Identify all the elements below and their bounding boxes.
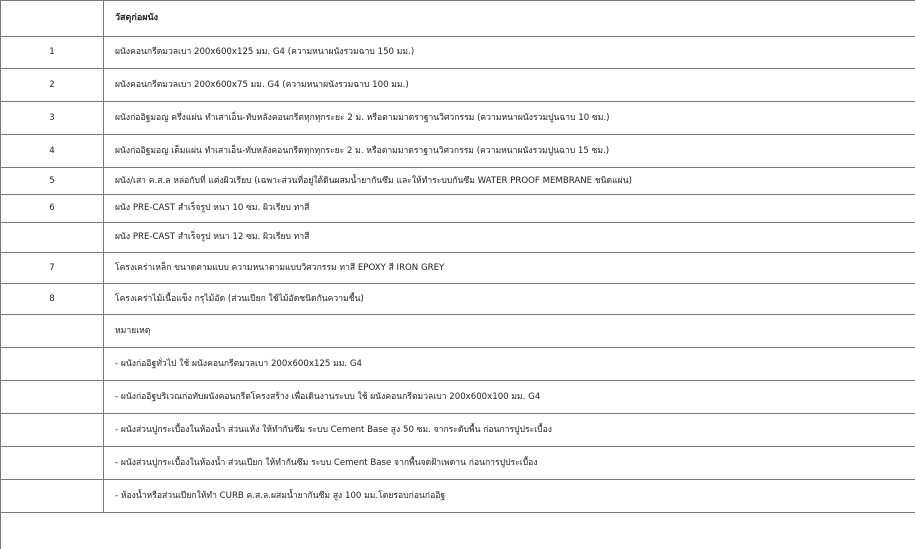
row-description: ผนังคอนกรีตมวลเบา 200x600x75 มม. G4 (ความหนาผนังรวมฉาบ 100 มม.) <box>104 69 915 102</box>
row-number: 5 <box>1 168 104 195</box>
table-row <box>1 284 915 315</box>
note-text: - ผนังก่ออิฐบริเวณก่อทับผนังคอนกรีตโครงสร้าง เพื่อเดินงานระบบ ใช้ ผนังคอนกรีตมวลเบา 200x600x100 มม. G4 <box>104 381 915 414</box>
table-row <box>1 315 915 348</box>
row-number: 1 <box>1 37 104 69</box>
row-number <box>1 381 104 414</box>
table-row <box>1 195 915 223</box>
row-number <box>1 348 104 381</box>
row-number <box>1 480 104 513</box>
table-row <box>1 37 915 69</box>
row-description: โครงเคร่าไม้เนื้อแข็ง กรุไม้อัด (ส่วนเปียก ใช้ไม้อัดชนิดกันความชื้น) <box>104 284 915 315</box>
note-text: - ผนังก่ออิฐทั่วไป ใช้ ผนังคอนกรีตมวลเบา 200x600x125 มม. G4 <box>104 348 915 381</box>
row-description: ผนังก่ออิฐมอญ ครึ่งแผ่น ทำเสาเอ็น-ทับหลังคอนกรีตทุกทุกระยะ 2 ม. หรือตามมาตราฐานวิศวกรรม (ความหนาผนังรวมปูนฉาบ 10 ซม.) <box>104 102 915 135</box>
row-number: 4 <box>1 135 104 168</box>
row-number <box>1 223 104 253</box>
table-row <box>1 480 915 513</box>
row-description: ผนัง PRE-CAST สำเร็จรูป หนา 12 ซม. ผิวเรียบ ทาสี <box>104 223 915 253</box>
table-row <box>1 414 915 447</box>
row-number: 7 <box>1 253 104 284</box>
table-row <box>1 69 915 102</box>
row-number <box>1 315 104 348</box>
table-row <box>1 381 915 414</box>
table-row <box>1 102 915 135</box>
row-number: 8 <box>1 284 104 315</box>
row-number: 3 <box>1 102 104 135</box>
notes-heading: หมายเหตุ <box>104 315 915 348</box>
header-number-cell <box>1 1 104 37</box>
table-row <box>1 348 915 381</box>
table-row <box>1 223 915 253</box>
row-description: ผนัง PRE-CAST สำเร็จรูป หนา 10 ซม. ผิวเรียบ ทาสี <box>104 195 915 223</box>
row-description: ผนังก่ออิฐมอญ เต็มแผ่น ทำเสาเอ็น-ทับหลังคอนกรีตทุกทุกระยะ 2 ม. หรือตามมาตราฐานวิศวกรรม (ความหนาผนังรวมปูนฉาบ 15 ซม.) <box>104 135 915 168</box>
table-row <box>1 168 915 195</box>
row-description: โครงเคร่าเหล็ก ขนาดตามแบบ ความหนาตามแบบวิศวกรรม ทาสี EPOXY สี IRON GREY <box>104 253 915 284</box>
row-number: 6 <box>1 195 104 223</box>
header-title: วัสดุก่อผนัง <box>104 1 915 37</box>
note-text: - ห้องน้ำหรือส่วนเปียกให้ทำ CURB ค.ส.ล.ผสมน้ำยากันซึม สูง 100 มม.โดยรอบก่อนก่ออิฐ <box>104 480 915 513</box>
table-header-row <box>1 1 915 37</box>
row-description: ผนัง/เสา ค.ส.ล หล่อกับที่ แต่งผิวเรียบ (เฉพาะส่วนที่อยู่ใต้ดินผสมน้ำยากันซึม และให้ทำระบบกันซึม WATER PROOF MEMBRANE ชนิดแผ่น) <box>104 168 915 195</box>
note-text: - ผนังส่วนปูกระเบื้องในห้องน้ำ ส่วนเปียก ให้ทำกันซึม ระบบ Cement Base จากพื้นจดฝ้าเพดาน ก่อนการปูประเบื้อง <box>104 447 915 480</box>
left-border-line <box>0 0 1 549</box>
row-number <box>1 447 104 480</box>
table-row <box>1 447 915 480</box>
table-row <box>1 253 915 284</box>
note-text: - ผนังส่วนปูกระเบื้องในห้องน้ำ ส่วนแห้ง ให้ทำกันซึม ระบบ Cement Base สูง 50 ซม. จากระดับพื้น ก่อนการปูประเบื้อง <box>104 414 915 447</box>
row-description: ผนังคอนกรีตมวลเบา 200x600x125 มม. G4 (ความหนาผนังรวมฉาบ 150 มม.) <box>104 37 915 69</box>
table-row <box>1 135 915 168</box>
row-number <box>1 414 104 447</box>
row-number: 2 <box>1 69 104 102</box>
